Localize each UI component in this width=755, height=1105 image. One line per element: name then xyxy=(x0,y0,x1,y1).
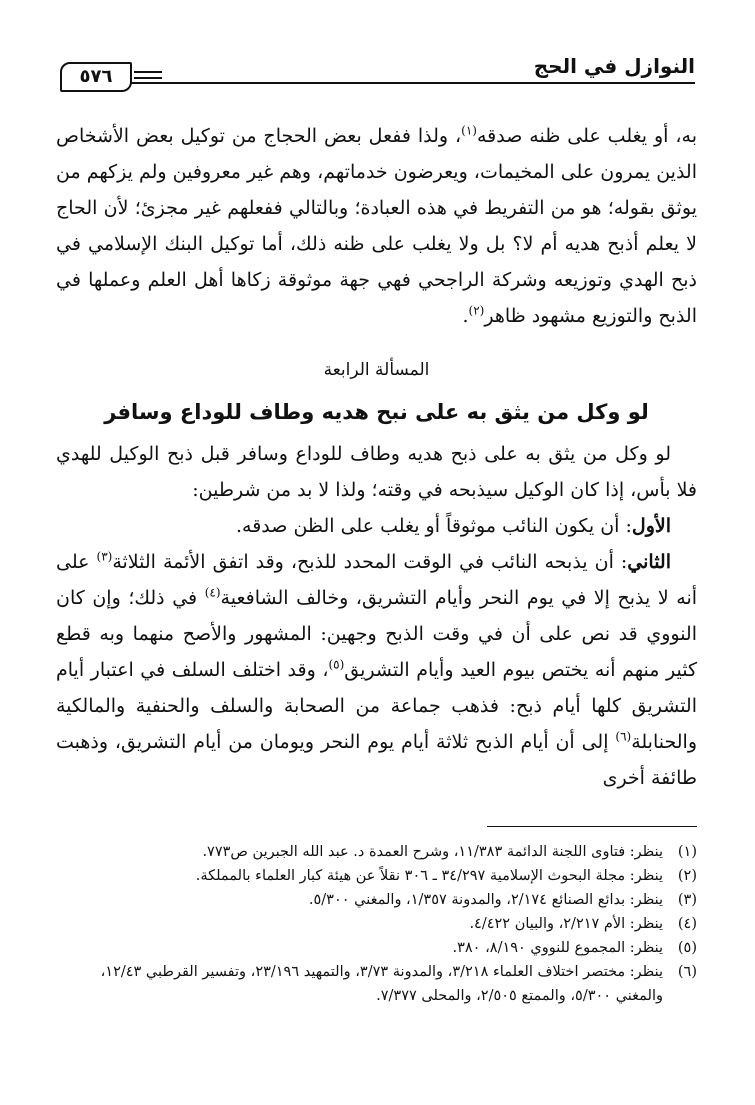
footnote-ref-2: (٢) xyxy=(468,303,485,318)
footnote-text: ينظر: المجموع للنووي ٨/١٩٠، ٣٨٠. xyxy=(452,940,663,956)
running-title: النوازل في الحج xyxy=(533,54,695,78)
paragraph-2: لو وكل من يثق به على ذبح هديه وطاف للوداع وسافر قبل ذبح الوكيل للهدي فلا بأس، إذا كان الوكيل سيذبحه في وقته؛ ولذا لا بد من شرطين: xyxy=(56,443,697,501)
text-run: به، أو يغلب على ظنه صدقه xyxy=(476,125,697,147)
footnote-ref-1: (١) xyxy=(461,123,477,138)
text-run: ، وقد اختلف السلف في اعتبار أيام التشريق كلها أيام ذبح: فذهب جماعة من الصحابة والسلف والحنفية والمالكية والحنابلة xyxy=(56,659,697,753)
footnote-number: (٤) xyxy=(677,916,697,932)
page-number: ٥٧٦ xyxy=(60,62,132,92)
footnote-ref-6: (٦) xyxy=(615,729,632,744)
page-header xyxy=(60,48,695,96)
issue-title: لو وكل من يثق به على نبح هديه وطاف للوداع وسافر xyxy=(104,400,649,424)
footnote xyxy=(56,912,697,936)
condition-2 xyxy=(56,544,697,796)
text-run: . xyxy=(462,305,469,327)
footnote-number: (١) xyxy=(677,844,697,860)
condition-1-label: الأول xyxy=(631,515,671,537)
footnotes xyxy=(56,840,697,1008)
footnote xyxy=(56,936,697,960)
ornament-line-top xyxy=(134,71,162,73)
footnote-number: (٣) xyxy=(677,892,697,908)
footnote-text: ينظر: فتاوى اللجنة الدائمة ١١/٣٨٣، وشرح العمدة د. عبد الله الجبرين ص٧٧٣. xyxy=(202,844,663,860)
footnote-number: (٦) xyxy=(677,964,697,980)
footnote xyxy=(56,864,697,888)
footnote-ref-3: (٣) xyxy=(96,549,113,564)
text-run: في ذلك؛ وإن كان النووي قد نص على أن في وقت الذبح وجهين: المشهور والأصح منهما وبه قطع كثير منهم أنه يختص بيوم العيد وأيام التشريق xyxy=(56,587,697,681)
footnote-ref-5: (٥) xyxy=(328,657,345,672)
text-run: إلى أن أيام الذبح ثلاثة أيام يوم النحر ويومان من أيام التشريق، وذهبت طائفة أخرى xyxy=(56,731,697,789)
footnote-number: (٥) xyxy=(677,940,697,956)
footnote-separator xyxy=(487,826,697,827)
footnote-text: ينظر: بدائع الصنائع ٢/١٧٤، والمدونة ١/٣٥٧، والمغني ٥/٣٠٠. xyxy=(308,892,663,908)
text-run: على أنه لا يذبح إلا في يوم النحر وأيام التشريق، وخالف الشافعية xyxy=(56,551,698,609)
condition-1-text: : أن يكون النائب موثوقاً أو يغلب على الظن صدقه. xyxy=(235,515,632,537)
footnote xyxy=(56,888,697,912)
page-number-ornament xyxy=(60,62,180,106)
footnote-ref-4: (٤) xyxy=(204,585,221,600)
footnote-text: ينظر: الأم ٢/٢١٧، والبيان ٤/٤٢٢. xyxy=(469,916,663,932)
paragraph-1 xyxy=(56,118,697,334)
footnote xyxy=(56,960,697,1008)
issue-label: المسألة الرابعة xyxy=(323,360,430,380)
text-run: : أن يذبحه النائب في الوقت المحدد للذبح، وقد اتفق الأئمة الثلاثة xyxy=(112,551,628,573)
ornament-line-bottom xyxy=(134,77,162,79)
page-body xyxy=(56,118,697,796)
footnote-text: ينظر: مجلة البحوث الإسلامية ٣٤/٢٩٧ ـ ٣٠٦ نقلاً عن هيئة كبار العلماء بالمملكة. xyxy=(195,868,663,884)
footnote-number: (٢) xyxy=(677,868,697,884)
footnote xyxy=(56,840,697,864)
condition-2-label: الثاني xyxy=(627,551,671,573)
condition-1 xyxy=(56,508,697,544)
text-run: ، ولذا ففعل بعض الحجاج من توكيل بعض الأشخاص الذين يمرون على المخيمات، ويعرضون خدماتهم، وهم غير معروفين ولم يزكهم من يوثق بقوله؛ هو من التفريط في هذه العبادة؛ وبالتالي ففعلهم غير مجزئ؛ لأن الحاج لا يعلم أذبح هديه أم لا؟ بل ولا يغلب على ظنه ذلك، أما توكيل البنك الإسلامي في ذبح الهدي وتوزيعه وشركة الراجحي فهي جهة موثوقة زكاها أهل العلم وعملها في الذبح والتوزيع مشهود ظاهر xyxy=(56,125,697,327)
footnote-text: ينظر: مختصر اختلاف العلماء ٣/٢١٨، والمدونة ٣/٧٣، والتمهيد ٢٣/١٩٦، وتفسير القرطبي ١٢/٤٣، والمغني ٥/٣٠٠، والممتع ٢/٥٠٥، والمحلى ٧/٣٧٧. xyxy=(100,964,663,1004)
